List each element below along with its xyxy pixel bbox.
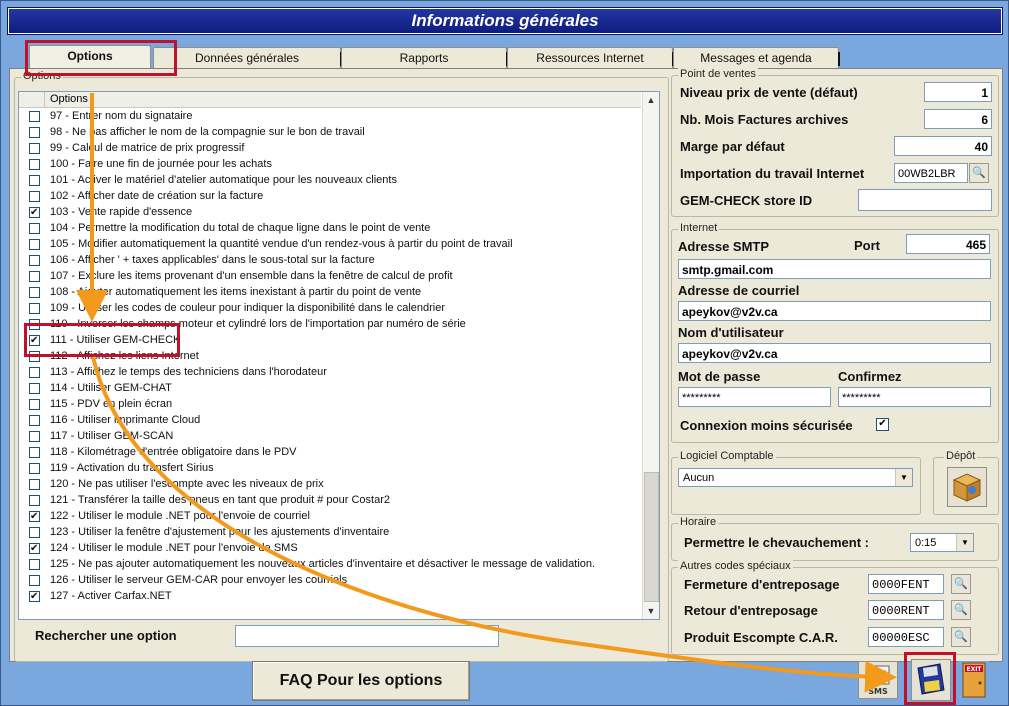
floppy-disk-icon: [912, 660, 950, 700]
sms-text: SMS: [868, 687, 888, 696]
list-item[interactable]: [19, 284, 641, 300]
option-checkbox[interactable]: [29, 319, 40, 330]
window-title: Informations générales: [8, 8, 1002, 34]
option-label: 110 - Inverser les champs moteur et cylindré lors de l'importation par numéro de série: [50, 318, 466, 330]
option-checkbox[interactable]: [29, 399, 40, 410]
option-label: 125 - Ne pas ajouter automatiquement les nouveaux articles d'inventaire et désactiver le message de validation.: [50, 558, 596, 570]
niveau-prix-label: Niveau prix de vente (défaut): [680, 85, 858, 100]
option-label: 102 - Afficher date de création sur la facture: [50, 190, 264, 202]
tab-options[interactable]: Options: [29, 45, 151, 70]
confirm-label: Confirmez: [838, 369, 902, 384]
browse-icon: 🔍: [954, 578, 968, 590]
chevauchement-select[interactable]: [910, 533, 974, 552]
option-checkbox[interactable]: [29, 367, 40, 378]
marge-label: Marge par défaut: [680, 139, 785, 154]
option-label: 106 - Afficher ' + taxes applicables' dans le sous-total sur la facture: [50, 254, 375, 266]
fermeture-field[interactable]: 0000FENT: [868, 574, 944, 594]
option-checkbox[interactable]: [29, 207, 40, 218]
less-secure-checkbox[interactable]: ✔: [876, 418, 889, 431]
tab-ressources-internet[interactable]: [507, 47, 673, 68]
sms-button[interactable]: [858, 661, 898, 699]
option-checkbox[interactable]: [29, 511, 40, 522]
option-label: 104 - Permettre la modification du total de chaque ligne dans le point de vente: [50, 222, 431, 234]
option-label: 109 - Utiliser les codes de couleur pour indiquer la disponibilité dans le calendrier: [50, 302, 446, 314]
option-checkbox[interactable]: [29, 191, 40, 202]
horaire-group-label: Horaire: [680, 516, 717, 528]
list-item[interactable]: [19, 460, 641, 476]
list-item[interactable]: [19, 492, 641, 508]
option-label: 116 - Utiliser imprimante Cloud: [50, 414, 201, 426]
niveau-prix-field[interactable]: 1: [924, 82, 992, 102]
list-item[interactable]: [19, 396, 641, 412]
tab-donnees-generales[interactable]: [153, 47, 341, 68]
scroll-thumb[interactable]: [644, 472, 659, 602]
scroll-up-icon[interactable]: ▲: [646, 95, 656, 105]
list-item[interactable]: [19, 380, 641, 396]
option-label: 127 - Activer Carfax.NET: [50, 590, 172, 602]
option-label: 111 - Utiliser GEM-CHECK: [50, 334, 181, 346]
option-checkbox[interactable]: [29, 447, 40, 458]
option-label: 112 - Affichez les liens Internet: [50, 350, 199, 362]
option-checkbox[interactable]: [29, 287, 40, 298]
option-checkbox[interactable]: [29, 351, 40, 362]
list-item[interactable]: [19, 332, 641, 348]
list-item[interactable]: [19, 588, 641, 604]
option-label: 122 - Utiliser le module .NET pour l'envoie de courriel: [50, 510, 310, 522]
option-label: 117 - Utiliser GEM-SCAN: [50, 430, 174, 442]
list-item[interactable]: [19, 140, 641, 156]
option-checkbox[interactable]: [29, 415, 40, 426]
option-checkbox[interactable]: [29, 127, 40, 138]
option-checkbox[interactable]: [29, 463, 40, 474]
option-label: 118 - Kilométrage d'entrée obligatoire dans le PDV: [50, 446, 297, 458]
save-button[interactable]: [911, 659, 951, 701]
list-item[interactable]: [19, 188, 641, 204]
courriel-field[interactable]: apeykov@v2v.ca: [678, 301, 991, 321]
option-checkbox[interactable]: [29, 479, 40, 490]
user-label: Nom d'utilisateur: [678, 325, 784, 340]
produit-label: Produit Escompte C.A.R.: [684, 630, 838, 645]
option-label: 99 - Calcul de matrice de prix progressif: [50, 142, 245, 154]
option-checkbox[interactable]: [29, 143, 40, 154]
produit-field[interactable]: 00000ESC: [868, 627, 944, 647]
less-secure-label: Connexion moins sécurisée: [680, 418, 853, 433]
port-label: Port: [854, 238, 880, 253]
list-item[interactable]: [19, 524, 641, 540]
option-label: 120 - Ne pas utiliser l'escompte avec les niveaux de prix: [50, 478, 324, 490]
list-item[interactable]: [19, 124, 641, 140]
exit-door-icon: [959, 661, 989, 699]
option-label: 121 - Transférer la taille des pneus en tant que produit # pour Costar2: [50, 494, 390, 506]
import-field[interactable]: 00WB2LBR: [894, 163, 968, 183]
option-label: 119 - Activation du transfert Sirius: [50, 462, 214, 474]
import-label: Importation du travail Internet: [680, 166, 865, 181]
retour-label: Retour d'entreposage: [684, 603, 818, 618]
option-label: 126 - Utiliser le serveur GEM-CAR pour envoyer les courriels: [50, 574, 348, 586]
list-item[interactable]: [19, 364, 641, 380]
marge-field[interactable]: 40: [894, 136, 992, 156]
option-checkbox[interactable]: [29, 559, 40, 570]
tab-label: Ressources Internet: [536, 51, 644, 65]
list-item[interactable]: [19, 236, 641, 252]
option-checkbox[interactable]: [29, 431, 40, 442]
list-item[interactable]: [19, 444, 641, 460]
fermeture-browse-button[interactable]: [951, 574, 971, 594]
mois-factures-label: Nb. Mois Factures archives: [680, 112, 849, 127]
option-label: 113 - Affichez le temps des techniciens dans l'horodateur: [50, 366, 327, 378]
tab-messages-agenda[interactable]: [673, 47, 839, 68]
gemcheck-label: GEM-CHECK store ID: [680, 193, 813, 208]
list-scrollbar[interactable]: [642, 92, 659, 619]
list-item[interactable]: [19, 300, 641, 316]
search-input[interactable]: [235, 625, 499, 647]
confirm-field[interactable]: *********: [838, 387, 991, 407]
list-item[interactable]: [19, 508, 641, 524]
option-label: 123 - Utiliser la fenêtre d'ajustement pour les ajustements d'inventaire: [50, 526, 390, 538]
option-checkbox[interactable]: [29, 111, 40, 122]
option-label: 107 - Exclure les items provenant d'un ensemble dans la fenêtre de calcul de profit: [50, 270, 453, 282]
chevron-down-icon: ▼: [956, 534, 973, 551]
browse-icon: 🔍: [972, 167, 986, 179]
depot-button[interactable]: [947, 467, 987, 507]
scroll-down-icon[interactable]: ▼: [646, 606, 656, 616]
option-label: 124 - Utiliser le module .NET pour l'envoie de SMS: [50, 542, 298, 554]
mdp-label: Mot de passe: [678, 369, 761, 384]
tab-rapports[interactable]: [341, 47, 507, 68]
option-label: 100 - Faire une fin de journée pour les achats: [50, 158, 272, 170]
option-label: 97 - Entrer nom du signataire: [50, 110, 193, 122]
option-label: 108 - Ajouter automatiquement les items inexistant à partir du point de vente: [50, 286, 422, 298]
option-checkbox[interactable]: [29, 495, 40, 506]
option-checkbox[interactable]: [29, 575, 40, 586]
fermeture-label: Fermeture d'entreposage: [684, 577, 840, 592]
mois-factures-field[interactable]: 6: [924, 109, 992, 129]
option-label: 101 - Activer le matériel d'atelier automatique pour les nouveaux clients: [50, 174, 397, 186]
sms-icon: [859, 662, 897, 698]
list-item[interactable]: [19, 220, 641, 236]
smtp-field[interactable]: smtp.gmail.com: [678, 259, 991, 279]
list-item[interactable]: [19, 204, 641, 220]
tab-label: Rapports: [399, 51, 449, 65]
option-label: 114 - Utiliser GEM-CHAT: [50, 382, 172, 394]
tab-label: Messages et agenda: [700, 51, 812, 65]
option-checkbox[interactable]: [29, 255, 40, 266]
list-item[interactable]: [19, 556, 641, 572]
list-header: [19, 92, 641, 108]
box-icon: [948, 468, 986, 506]
chevauchement-label: Permettre le chevauchement :: [684, 535, 869, 550]
list-item[interactable]: [19, 252, 641, 268]
list-item[interactable]: [19, 412, 641, 428]
option-checkbox[interactable]: [29, 543, 40, 554]
port-field[interactable]: 465: [906, 234, 990, 254]
user-field[interactable]: apeykov@v2v.ca: [678, 343, 991, 363]
logiciel-select[interactable]: [678, 468, 913, 487]
list-item[interactable]: [19, 268, 641, 284]
list-item[interactable]: [19, 348, 641, 364]
option-checkbox[interactable]: [29, 335, 40, 346]
option-checkbox[interactable]: [29, 223, 40, 234]
list-item[interactable]: [19, 316, 641, 332]
courriel-label: Adresse de courriel: [678, 283, 800, 298]
logiciel-value: Aucun: [683, 472, 715, 484]
gemcheck-field[interactable]: [858, 189, 992, 211]
import-browse-button[interactable]: [969, 163, 989, 183]
option-label: 103 - Vente rapide d'essence: [50, 206, 193, 218]
retour-field[interactable]: 0000RENT: [868, 600, 944, 620]
faq-button[interactable]: FAQ Pour les options: [252, 661, 470, 701]
retour-browse-button[interactable]: [951, 600, 971, 620]
option-label: 115 - PDV en plein écran: [50, 398, 173, 410]
codes-group-label: Autres codes spéciaux: [680, 560, 791, 572]
list-item[interactable]: [19, 572, 641, 588]
produit-browse-button[interactable]: [951, 627, 971, 647]
options-list[interactable]: [18, 91, 660, 620]
list-item[interactable]: [19, 172, 641, 188]
logiciel-group-label: Logiciel Comptable: [680, 450, 774, 462]
exit-button[interactable]: [959, 661, 989, 699]
list-header-options: Options: [44, 92, 88, 107]
list-item[interactable]: [19, 476, 641, 492]
mdp-field[interactable]: *********: [678, 387, 831, 407]
option-label: 105 - Modifier automatiquement la quantité vendue d'un rendez-vous à partir du point de travail: [50, 238, 513, 250]
depot-group-label: Dépôt: [946, 450, 976, 462]
option-checkbox[interactable]: [29, 159, 40, 170]
option-checkbox[interactable]: [29, 239, 40, 250]
browse-icon: 🔍: [954, 604, 968, 616]
internet-group-label: Internet: [680, 222, 718, 234]
option-checkbox[interactable]: [29, 271, 40, 282]
smtp-label: Adresse SMTP: [678, 239, 770, 254]
list-item[interactable]: [19, 540, 641, 556]
option-checkbox[interactable]: [29, 175, 40, 186]
chevron-down-icon: ▼: [895, 469, 912, 486]
option-checkbox[interactable]: [29, 383, 40, 394]
list-item[interactable]: [19, 108, 641, 124]
pos-group-label: Point de ventes: [680, 68, 756, 80]
exit-text: EXIT: [966, 666, 982, 673]
options-group-label: Options: [23, 70, 61, 82]
tab-label: Données générales: [194, 51, 300, 65]
list-item[interactable]: [19, 428, 641, 444]
list-item[interactable]: [19, 156, 641, 172]
option-label: 98 - Ne pas afficher le nom de la compagnie sur le bon de travail: [50, 126, 365, 138]
option-checkbox[interactable]: [29, 527, 40, 538]
search-label: Rechercher une option: [35, 628, 177, 643]
chevauchement-value: 0:15: [915, 537, 937, 549]
option-checkbox[interactable]: [29, 591, 40, 602]
option-checkbox[interactable]: [29, 303, 40, 314]
browse-icon: 🔍: [954, 631, 968, 643]
tab-bar: [11, 47, 1001, 69]
